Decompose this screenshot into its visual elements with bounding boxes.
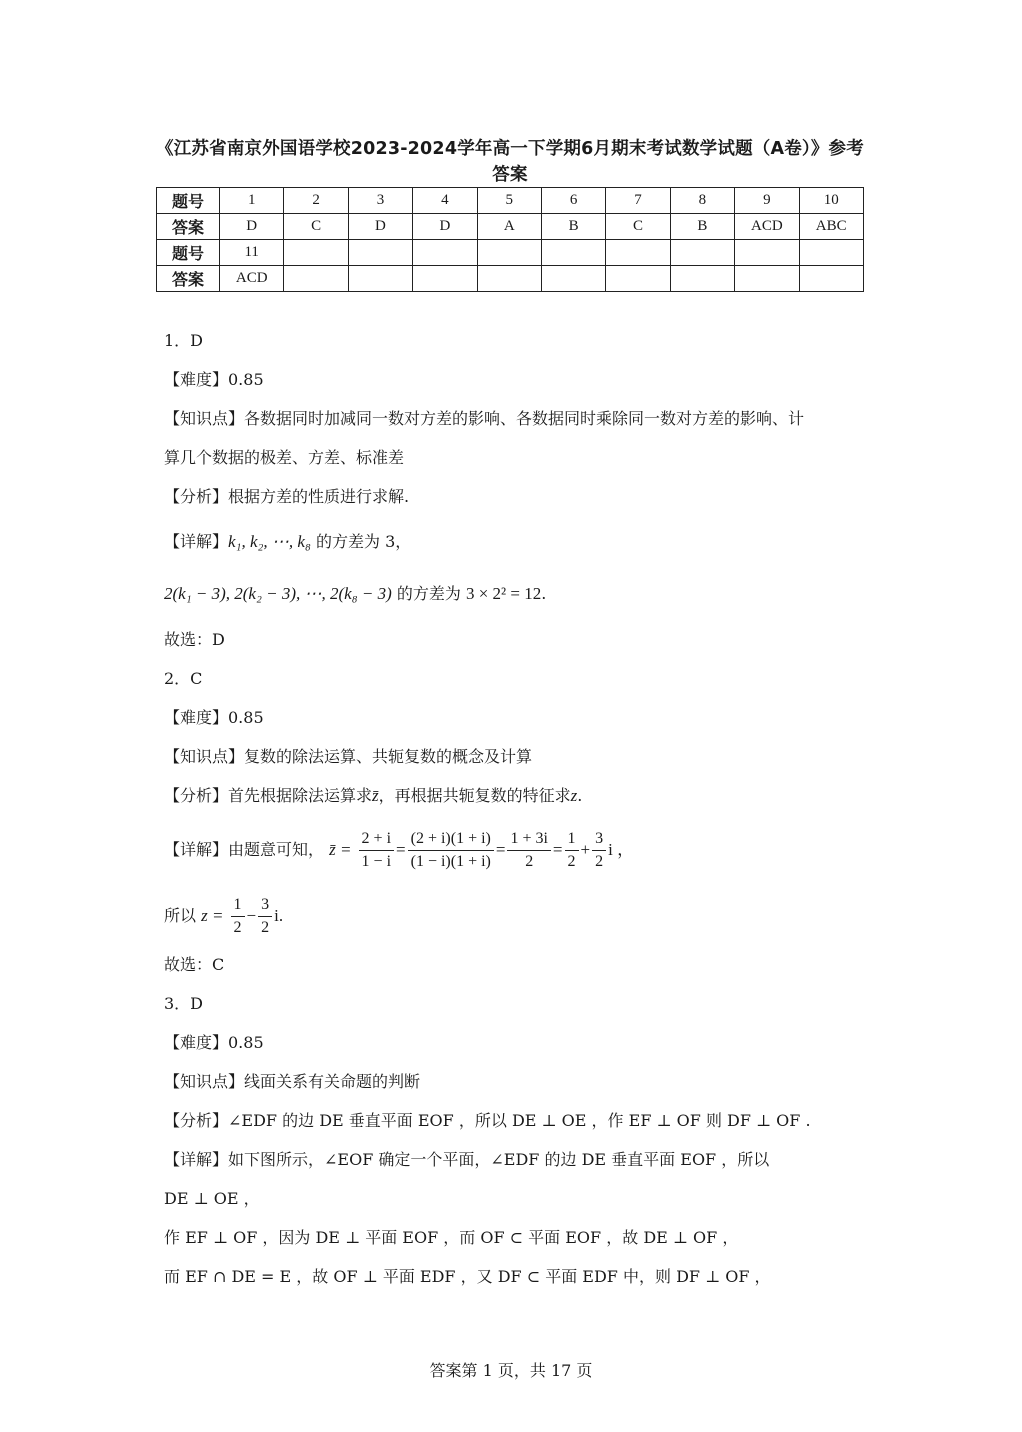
q1-variance-line — [164, 582, 546, 606]
q1-detail-prefix: 【详解】 — [164, 532, 229, 551]
numerator: (2 + i)(1 + i) — [408, 828, 494, 851]
table-cell: 4 — [413, 188, 477, 214]
table-row — [157, 214, 864, 240]
q1-variance-mid: 的方差为 — [391, 584, 466, 603]
table-cell — [541, 266, 605, 292]
q3-analysis: 【分析】∠EDF 的边 DE 垂直平面 EOF ，所以 DE ⊥ OE ，作 EF ⊥ OF 则 DF ⊥ OF . — [164, 1111, 811, 1130]
numerator: 1 — [565, 828, 579, 851]
table-cell — [413, 240, 477, 266]
table-cell: ACD — [220, 266, 284, 292]
table-cell: 10 — [799, 188, 863, 214]
table-cell: 5 — [477, 188, 541, 214]
q2-knowledge-point: 【知识点】复数的除法运算、共轭复数的概念及计算 — [164, 747, 533, 766]
fraction — [359, 828, 394, 873]
table-row — [157, 188, 864, 214]
q2-analysis-z: z — [570, 786, 578, 805]
q3-knowledge-point: 【知识点】线面关系有关命题的判断 — [164, 1072, 421, 1091]
q2-z-eq: z = — [201, 906, 224, 925]
denominator: 2 — [525, 853, 534, 870]
table-cell: D — [348, 214, 412, 240]
q2-detail-end: i ， — [608, 840, 635, 859]
document-title — [120, 136, 900, 188]
table-cell: D — [413, 214, 477, 240]
q2-answer: 故选：C — [164, 955, 225, 974]
table-cell: 1 — [220, 188, 284, 214]
q1-knowledge-point-line-2: 算几个数据的极差、方差、标准差 — [164, 448, 405, 467]
table-cell — [799, 240, 863, 266]
q1-knowledge-point-line-1: 【知识点】各数据同时加减同一数对方差的影响、各数据同时乘除同一数对方差的影响、计 — [164, 409, 805, 428]
q2-analysis — [164, 784, 582, 808]
q2-analysis-text: . — [577, 786, 583, 805]
q1-detail — [164, 530, 411, 554]
table-cell — [348, 266, 412, 292]
q3-difficulty: 【难度】0.85 — [164, 1033, 264, 1052]
q2-so-end: i. — [274, 906, 284, 925]
table-cell: 2 — [284, 188, 348, 214]
q1-detail-suffix: 的方差为 3， — [310, 532, 412, 551]
table-cell: 11 — [220, 240, 284, 266]
fraction — [592, 828, 606, 873]
title-line-1: 《江苏省南京外国语学校2023-2024学年高一下学期6月期末考试数学试题（A卷）》参考 — [156, 139, 864, 159]
table-cell — [541, 240, 605, 266]
q2-conclusion: 所以 z = $\frac{1}{2}$ − $\frac{3}{2}$ i. — [164, 894, 283, 939]
q2-zbar-eq: z̄ = — [329, 840, 352, 859]
q1-heading: 1．D — [164, 331, 204, 350]
denominator: 2 — [233, 919, 242, 936]
fraction — [507, 828, 550, 873]
answer-table — [156, 187, 864, 292]
table-cell: A — [477, 214, 541, 240]
q1-variance-end: . — [541, 584, 547, 603]
numerator: 1 — [231, 894, 245, 917]
denominator: (1 − i)(1 + i) — [410, 853, 491, 870]
table-cell — [284, 266, 348, 292]
q1-difficulty: 【难度】0.85 — [164, 370, 264, 389]
numerator: 3 — [592, 828, 606, 851]
fraction — [258, 894, 272, 939]
table-cell — [477, 266, 541, 292]
numerator: 2 + i — [359, 828, 394, 851]
table-cell: ACD — [735, 214, 799, 240]
table-cell: ABC — [799, 214, 863, 240]
q2-analysis-text: 【分析】首先根据除法运算求 — [164, 786, 373, 805]
q2-detail-prefix: 【详解】由题意可知， — [164, 840, 325, 859]
table-label-question: 题号 — [157, 188, 220, 214]
q3-detail-line-4: 而 EF ∩ DE = E ，故 OF ⊥ 平面 EDF ，又 DF ⊂ 平面 EDF 中，则 DF ⊥ OF ， — [164, 1267, 771, 1286]
table-cell: 6 — [541, 188, 605, 214]
numerator: 3 — [258, 894, 272, 917]
q1-answer: 故选：D — [164, 630, 225, 649]
numerator: 1 + 3i — [507, 828, 550, 851]
denominator: 1 − i — [361, 853, 392, 870]
title-line-2: 答案 — [492, 165, 528, 185]
fraction — [565, 828, 579, 873]
table-cell — [799, 266, 863, 292]
q3-detail-line-2: DE ⊥ OE ， — [164, 1189, 260, 1208]
table-cell — [606, 266, 670, 292]
q1-detail-formula: k₁, k₂, ⋯, k₈ — [228, 532, 311, 551]
denominator: 2 — [595, 853, 604, 870]
denominator: 2 — [567, 853, 576, 870]
table-cell: B — [541, 214, 605, 240]
table-cell — [413, 266, 477, 292]
table-cell: B — [670, 214, 734, 240]
q2-so-prefix: 所以 — [164, 906, 202, 925]
table-label-answer: 答案 — [157, 214, 220, 240]
denominator: 2 — [261, 919, 270, 936]
fraction — [408, 828, 494, 873]
table-label-question: 题号 — [157, 240, 220, 266]
page-footer: 答案第 1 页，共 17 页 — [429, 1361, 593, 1380]
table-cell — [670, 240, 734, 266]
q2-detail: 【详解】由题意可知， z̄ = $\frac{2 + i}{1 - i}$ = $\frac{(2 + i)(1 + i)}{(1 - i)(1 + i)}$ = $\frac{1 + 3i}{2}$ = $\frac{1}{2}$ + $\frac{3}{2}$ i ， — [164, 828, 634, 873]
table-cell: 3 — [348, 188, 412, 214]
q1-variance-result: 3 × 2² = 12 — [465, 584, 542, 603]
q2-analysis-text: ，再根据共轭复数的特征求 — [378, 786, 571, 805]
table-cell: 7 — [606, 188, 670, 214]
table-cell: 9 — [735, 188, 799, 214]
q2-difficulty: 【难度】0.85 — [164, 708, 264, 727]
table-cell — [477, 240, 541, 266]
table-row — [157, 266, 864, 292]
q3-heading: 3．D — [164, 994, 204, 1013]
table-cell — [670, 266, 734, 292]
table-cell: 8 — [670, 188, 734, 214]
q2-analysis-zbar: z̄ — [372, 786, 379, 805]
q1-analysis: 【分析】根据方差的性质进行求解. — [164, 487, 410, 506]
q3-detail-line-1: 【详解】如下图所示，∠EOF 确定一个平面，∠EDF 的边 DE 垂直平面 EOF ，所以 — [164, 1150, 770, 1169]
table-cell: D — [220, 214, 284, 240]
table-cell: C — [284, 214, 348, 240]
table-row — [157, 240, 864, 266]
table-cell — [606, 240, 670, 266]
table-cell: C — [606, 214, 670, 240]
fraction — [231, 894, 245, 939]
table-cell — [735, 240, 799, 266]
q3-detail-line-3: 作 EF ⊥ OF ，因为 DE ⊥ 平面 EOF ，而 OF ⊂ 平面 EOF ，故 DE ⊥ OF ， — [164, 1228, 739, 1247]
q2-heading: 2．C — [164, 669, 203, 688]
q1-variance-formula: 2(k₁ − 3), 2(k₂ − 3), ⋯, 2(k₈ − 3) — [164, 584, 392, 603]
table-cell — [348, 240, 412, 266]
table-cell — [284, 240, 348, 266]
table-label-answer: 答案 — [157, 266, 220, 292]
table-cell — [735, 266, 799, 292]
